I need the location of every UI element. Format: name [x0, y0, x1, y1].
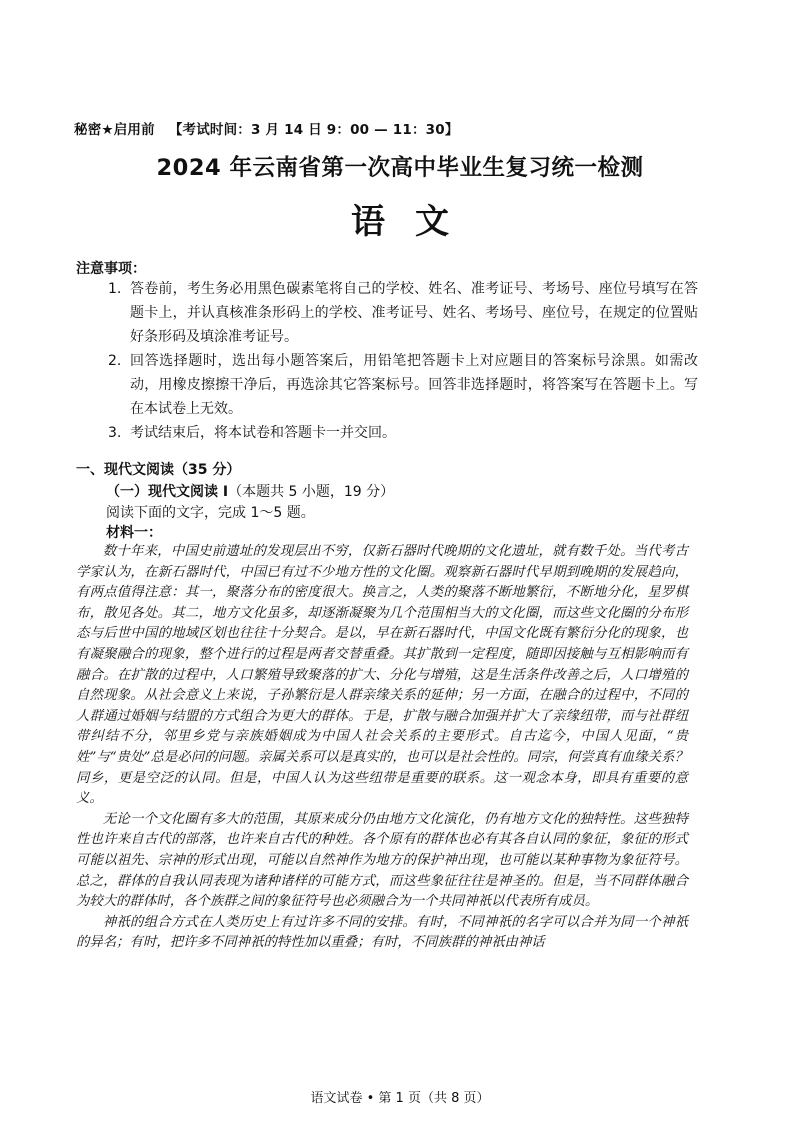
notice-number: 2.	[108, 353, 122, 369]
notice-text: 回答选择题时，选出每小题答案后，用铅笔把答题卡上对应题目的答案标号涂黑。如需改动，用橡皮擦擦干净后，再选涂其它答案标号。回答非选择题时，将答案写在答题卡上。写在本试卷上无效。	[130, 353, 698, 417]
notice-item	[108, 349, 698, 421]
reading-instruction: 阅读下面的文字，完成 1～5 题。	[106, 505, 315, 521]
subsection-title: （一）现代文阅读 I	[106, 484, 229, 500]
passage-paragraph: 数十年来，中国史前遗址的发现层出不穷，仅新石器时代晚期的文化遗址，就有数千处。当代考古学家认为，在新石器时代，中国已有过不少地方性的文化圈。观察新石器时代早期到晚期的发展趋向，有两点值得注意：其一，聚落分布的密度很大。换言之，人类的聚落不断地繁衍，不断地分化，星罗棋布，散见各处。其二，地方文化虽多，却逐渐凝聚为几个范围相当大的文化圈，而这些文化圈的分布形态与后世中国的地域区划也往往十分契合。是以，早在新石器时代，中国文化既有繁衍分化的现象，也有凝聚融合的现象，整个进行的过程是两者交替重叠。其扩散到一定程度，随即因接触与互相影响而有融合。在扩散的过程中，人口繁殖导致聚落的扩大、分化与增殖，这是生活条件改善之后，人口增殖的自然现象。从社会意义上来说，子孙繁衍是人群亲缘关系的延伸；另一方面，在融合的过程中，不同的人群通过婚姻与结盟的方式组合为更大的群体。于是，扩散与融合加强并扩大了亲缘纽带，而与社群纽带纠结不分，邻里乡党与亲族婚姻成为中国人社会关系的主要形式。自古迄今，中国人见面，“贵姓”与“贵处”总是必问的问题。亲属关系可以是真实的，也可以是社会性的。同宗，何尝真有血缘关系？同乡，更是空泛的认同。但是，中国人认为这些纽带是重要的联系。这一观念本身，即具有重要的意义。	[76, 544, 688, 807]
reading-passage	[76, 542, 688, 954]
notice-text: 答卷前，考生务必用黑色碳素笔将自己的学校、姓名、准考证号、考场号、座位号填写在答题卡上，并认真核准条形码上的学校、准考证号、姓名、考场号、座位号，在规定的位置贴好条形码及填涂准考证号。	[130, 281, 698, 345]
notice-text: 考试结束后，将本试卷和答题卡一并交回。	[130, 425, 396, 441]
notice-number: 1.	[108, 281, 122, 297]
passage-paragraph: 神祇的组合方式在人类历史上有过许多不同的安排。有时，不同神祇的名字可以合并为同一个神祇的异名；有时，把许多不同神祇的特性加以重叠；有时，不同族群的神祇由神话	[76, 914, 688, 951]
subject-title: 语文	[351, 202, 479, 242]
notice-item	[108, 277, 698, 349]
section-heading: 一、现代文阅读（35 分）	[76, 462, 241, 478]
notice-heading: 注意事项：	[76, 261, 146, 277]
secret-label: 秘密★启用前	[74, 122, 155, 138]
notice-number: 3.	[108, 425, 122, 441]
exam-title: 2024 年云南省第一次高中毕业生复习统一检测	[156, 155, 644, 181]
notice-item	[108, 421, 698, 445]
material-label: 材料一：	[106, 525, 162, 541]
subsection-heading	[106, 481, 394, 501]
exam-time: 【考试时间：3 月 14 日 9：00 — 11：30】	[168, 122, 459, 138]
subsection-detail: （本题共 5 小题，19 分）	[228, 484, 395, 500]
notice-list	[108, 277, 698, 445]
page-footer: 语文试卷 • 第 1 页（共 8 页）	[310, 1091, 490, 1106]
exam-header	[74, 118, 734, 138]
passage-paragraph: 无论一个文化圈有多大的范围，其原来成分仍由地方文化演化，仍有地方文化的独特性。这些独特性也许来自古代的部落，也许来自古代的种姓。各个原有的群体也必有其各自认同的象征，象征的形式可能以祖先、宗神的形式出现，可能以自然神作为地方的保护神出现，也可能以某种事物为象征符号。总之，群体的自我认同表现为诸种诸样的可能方式，而这些象征往往是神圣的。但是，当不同群体融合为较大的群体时，各个族群之间的象征符号也必须融合为一个共同神祇以代表所有成员。	[76, 811, 688, 910]
